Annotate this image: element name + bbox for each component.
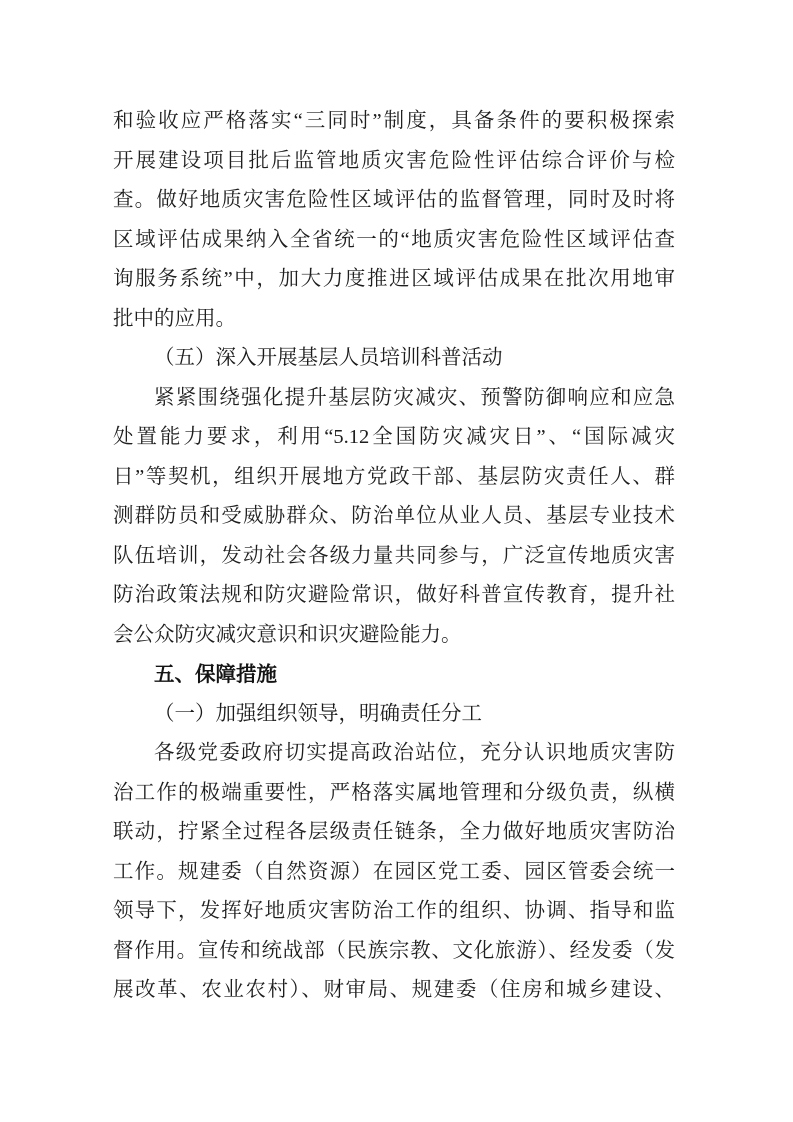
document-body [113, 102, 675, 1011]
text-line: 督作用。宣传和统战部（民族宗教、文化旅游）、经发委（发 [113, 939, 675, 962]
section-heading: 五、保障措施 [154, 663, 277, 686]
subsection-heading: （五）深入开展基层人员培训科普活动 [154, 347, 503, 369]
text-line: 领导下，发挥好地质灾害防治工作的组织、协调、指导和监 [113, 900, 675, 922]
text-line: 询服务系统”中，加大力度推进区域评估成果在批次用地审 [113, 268, 675, 290]
text-line: 查。做好地质灾害危险性区域评估的监督管理，同时及时将 [113, 189, 675, 211]
text-line: 联动，拧紧全过程各层级责任链条，全力做好地质灾害防治 [113, 821, 675, 843]
subsection-heading: （一）加强组织领导，明确责任分工 [154, 702, 482, 725]
text-line: 各级党委政府切实提高政治站位，充分认识地质灾害防 [154, 742, 675, 764]
text-line: 测群防员和受威胁群众、防治单位从业人员、基层专业技术 [113, 505, 675, 527]
text-line: 展改革、农业农村）、财审局、规建委（住房和城乡建设、 [113, 979, 675, 1001]
text-line: 会公众防灾减灾意识和识灾避险能力。 [113, 623, 462, 646]
text-line: 批中的应用。 [113, 307, 236, 330]
text-line: 日”等契机，组织开展地方党政干部、基层防灾责任人、群 [113, 465, 675, 488]
text-line: 开展建设项目批后监管地质灾害危险性评估综合评价与检 [113, 149, 675, 172]
text-line: 紧紧围绕强化提升基层防灾减灾、预警防御响应和应急 [154, 386, 675, 409]
text-line: 处置能力要求，利用“5.12全国防灾减灾日”、“国际减灾 [113, 426, 675, 448]
text-line: 队伍培训，发动社会各级力量共同参与，广泛宣传地质灾害 [113, 544, 675, 567]
text-line: 区域评估成果纳入全省统一的“地质灾害危险性区域评估查 [113, 228, 675, 251]
text-line: 工作。规建委（自然资源）在园区党工委、园区管委会统一 [113, 860, 675, 883]
text-line: 治工作的极端重要性，严格落实属地管理和分级负责，纵横 [113, 781, 675, 804]
text-line: 防治政策法规和防灾避险常识，做好科普宣传教育，提升社 [113, 584, 675, 606]
text-line: 和验收应严格落实“三同时”制度，具备条件的要积极探索 [113, 110, 675, 132]
